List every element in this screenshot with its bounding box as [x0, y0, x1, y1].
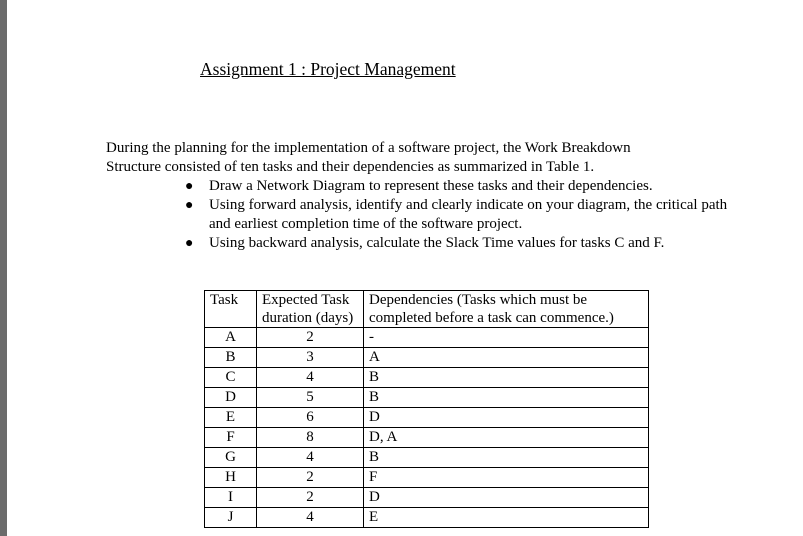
deps-cell: E [364, 508, 649, 528]
table-row [205, 388, 649, 408]
bullet-icon: ● [185, 198, 194, 213]
deps-cell: F [364, 468, 649, 488]
deps-cell: D, A [364, 428, 649, 448]
table-row [205, 348, 649, 368]
deps-cell: - [364, 328, 649, 348]
deps-cell: B [364, 368, 649, 388]
bullet-icon: ● [185, 236, 194, 251]
bullet-item [171, 196, 731, 234]
task-cell: A [205, 328, 257, 348]
table-row [205, 468, 649, 488]
task-list [171, 177, 731, 253]
table-row [205, 368, 649, 388]
duration-cell: 2 [257, 328, 364, 348]
table-row [205, 428, 649, 448]
header-duration: Expected Task duration (days) [257, 291, 364, 328]
task-cell: I [205, 488, 257, 508]
duration-cell: 2 [257, 468, 364, 488]
document-title: Assignment 1 : Project Management [200, 59, 456, 79]
duration-cell: 4 [257, 508, 364, 528]
task-cell: G [205, 448, 257, 468]
task-cell: F [205, 428, 257, 448]
table-row [205, 448, 649, 468]
table-row [205, 488, 649, 508]
dependency-table [204, 290, 649, 528]
table-header-row [205, 291, 649, 328]
deps-cell: B [364, 448, 649, 468]
bullet-icon: ● [185, 179, 194, 194]
duration-cell: 6 [257, 408, 364, 428]
bullet-item [171, 234, 731, 253]
task-cell: D [205, 388, 257, 408]
duration-cell: 4 [257, 368, 364, 388]
table-row [205, 328, 649, 348]
header-task: Task [205, 291, 257, 328]
table-row [205, 408, 649, 428]
header-dependencies: Dependencies (Tasks which must be completed before a task can commence.) [364, 291, 649, 328]
bullet-text: Using forward analysis, identify and clearly indicate on your diagram, the critical path and earliest completion time of the software project. [209, 197, 728, 232]
task-cell: C [205, 368, 257, 388]
duration-cell: 8 [257, 428, 364, 448]
duration-cell: 2 [257, 488, 364, 508]
bullet-text: Using backward analysis, calculate the Slack Time values for tasks C and F. [209, 235, 665, 251]
deps-cell: D [364, 408, 649, 428]
table-row [205, 508, 649, 528]
duration-cell: 3 [257, 348, 364, 368]
duration-cell: 4 [257, 448, 364, 468]
deps-cell: A [364, 348, 649, 368]
intro-line-2: Structure consisted of ten tasks and their dependencies as summarized in Table 1. [106, 159, 595, 175]
intro-line-1: During the planning for the implementation of a software project, the Work Breakdown [106, 140, 631, 156]
window-edge [0, 0, 7, 536]
bullet-item [171, 177, 731, 196]
task-cell: H [205, 468, 257, 488]
intro-paragraph [106, 139, 746, 177]
deps-cell: B [364, 388, 649, 408]
duration-cell: 5 [257, 388, 364, 408]
bullet-text: Draw a Network Diagram to represent these tasks and their dependencies. [209, 178, 653, 194]
task-cell: J [205, 508, 257, 528]
task-cell: E [205, 408, 257, 428]
deps-cell: D [364, 488, 649, 508]
task-cell: B [205, 348, 257, 368]
